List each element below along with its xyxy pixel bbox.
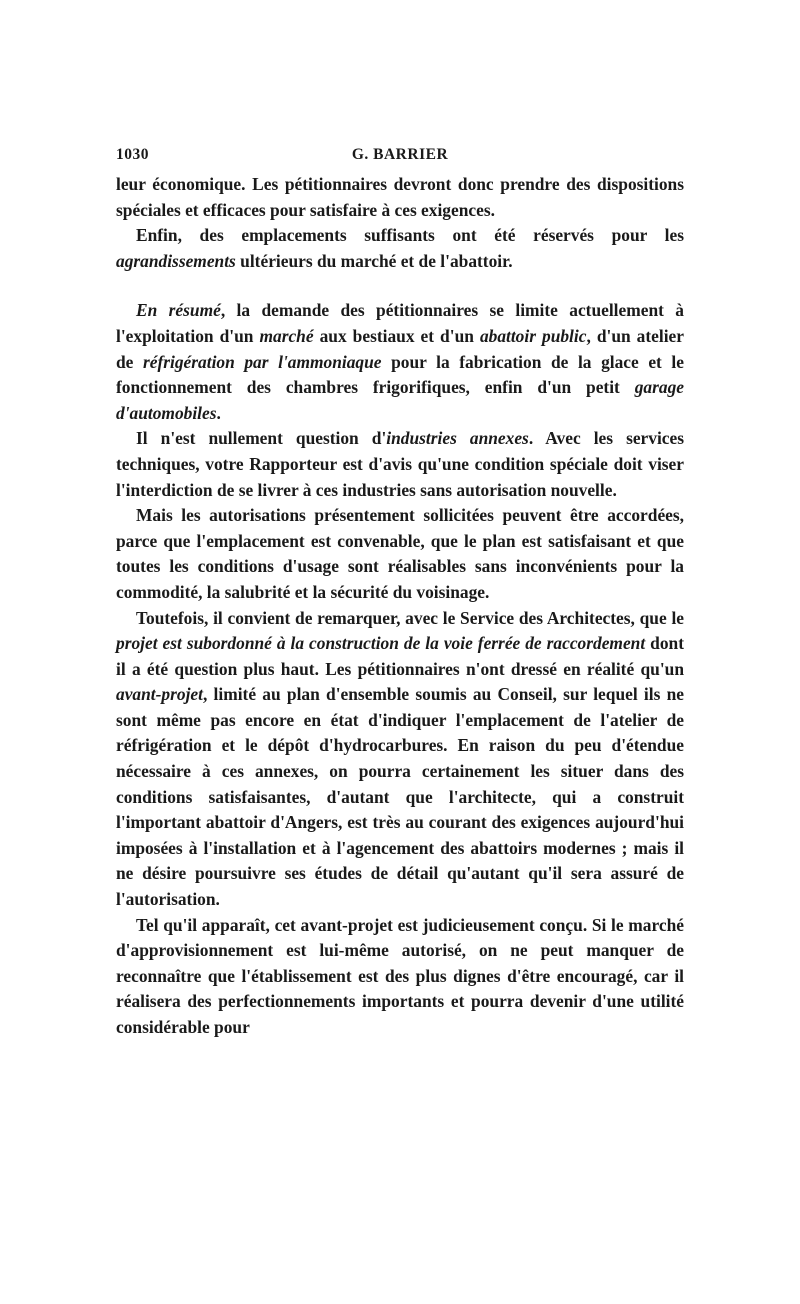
paragraph-gap (116, 274, 684, 298)
text-run: . (216, 402, 221, 423)
text-run: aux bestiaux et d'un (313, 325, 480, 346)
italic-text-run: avant-projet (116, 684, 203, 705)
italic-text-run: En résumé (136, 300, 221, 321)
paragraph-enlargements (116, 223, 684, 274)
text-run: dont il a été question plus haut. Les pétitionnaires n'ont dressé en réalité qu'un (116, 633, 684, 679)
text-run: , la demande des pétitionnaires se limite actuellement à l'exploitation d'un (116, 300, 684, 346)
italic-text-run: agrandissements (116, 250, 236, 271)
text-run: Enfin, des emplacements suffisants ont été réservés pour les (136, 225, 684, 246)
paragraph-architects-remark (116, 606, 684, 913)
paragraph-conclusion (116, 913, 684, 1041)
text-run: Toutefois, il convient de remarquer, avec le Service des Architectes, que le (136, 607, 684, 628)
running-header (116, 140, 684, 172)
italic-text-run: industries annexes (386, 428, 529, 449)
text-run: Mais les autorisations présentement sollicitées peuvent être accordées, parce que l'emplacement est convenable, que le plan est satisfaisant et que toutes les conditions d'usage sont réalisables sans inconvénients pour la commodité, la salubrité et la sécurité du voisinage. (116, 505, 684, 602)
italic-text-run: réfrigération par l'ammoniaque (142, 351, 382, 372)
document-page (116, 140, 684, 1041)
paragraph-authorizations (116, 503, 684, 605)
italic-text-run: abattoir public (479, 325, 587, 346)
italic-text-run: marché (259, 325, 314, 346)
text-run: , d'un atelier de (116, 325, 684, 372)
italic-text-run: projet est subordonné à la construction de la voie ferrée de raccordement (116, 633, 646, 654)
italic-text-run: garage d'automobiles (116, 377, 684, 423)
text-run: , limité au plan d'ensemble soumis au Conseil, sur lequel ils ne sont même pas encore en état d'indiquer l'emplacement de l'atelier de réfrigération et le dépôt d'hydrocarbures. En raison du peu d'étendue nécessaire à ces annexes, on pourra certainement les situer dans des conditions satisfaisantes, d'autant que l'architecte, qui a construit l'important abattoir d'Angers, est très au courant des exigences aujourd'hui imposées à l'installation et à l'agencement des abattoirs modernes ; mais il ne désire poursuivre ses études de détail qu'autant qu'il sera assuré de l'autorisation. (116, 684, 684, 910)
paragraph-annex-industries (116, 426, 684, 503)
text-run: Tel qu'il apparaît, cet avant-projet est judicieusement conçu. Si le marché d'approvisionnement est lui-même autorisé, on ne peut manquer de reconnaître que l'établissement est des plus dignes d'être encouragé, car il réalisera des perfectionnements importants et pourra devenir d'une utilité considérable pour (116, 914, 684, 1037)
text-run: . Avec les services techniques, votre Rapporteur est d'avis qu'une condition spéciale doit viser l'interdiction de se livrer à ces industries sans autorisation nouvelle. (116, 428, 685, 500)
body-text (116, 172, 684, 1041)
running-title: G. BARRIER (351, 146, 449, 163)
text-run: pour la fabrication de la glace et le fonctionnement des chambres frigorifiques, enfin d'un petit (116, 351, 684, 398)
text-run: Il n'est nullement question d' (136, 428, 387, 449)
text-run: ultérieurs du marché et de l'abattoir. (235, 250, 513, 271)
page-number: 1030 (116, 146, 149, 163)
paragraph-summary (116, 298, 684, 426)
paragraph-continuation (116, 172, 684, 223)
text-run: leur économique. Les pétitionnaires devront donc prendre des dispositions spéciales et efficaces pour satisfaire à ces exigences. (116, 174, 684, 220)
